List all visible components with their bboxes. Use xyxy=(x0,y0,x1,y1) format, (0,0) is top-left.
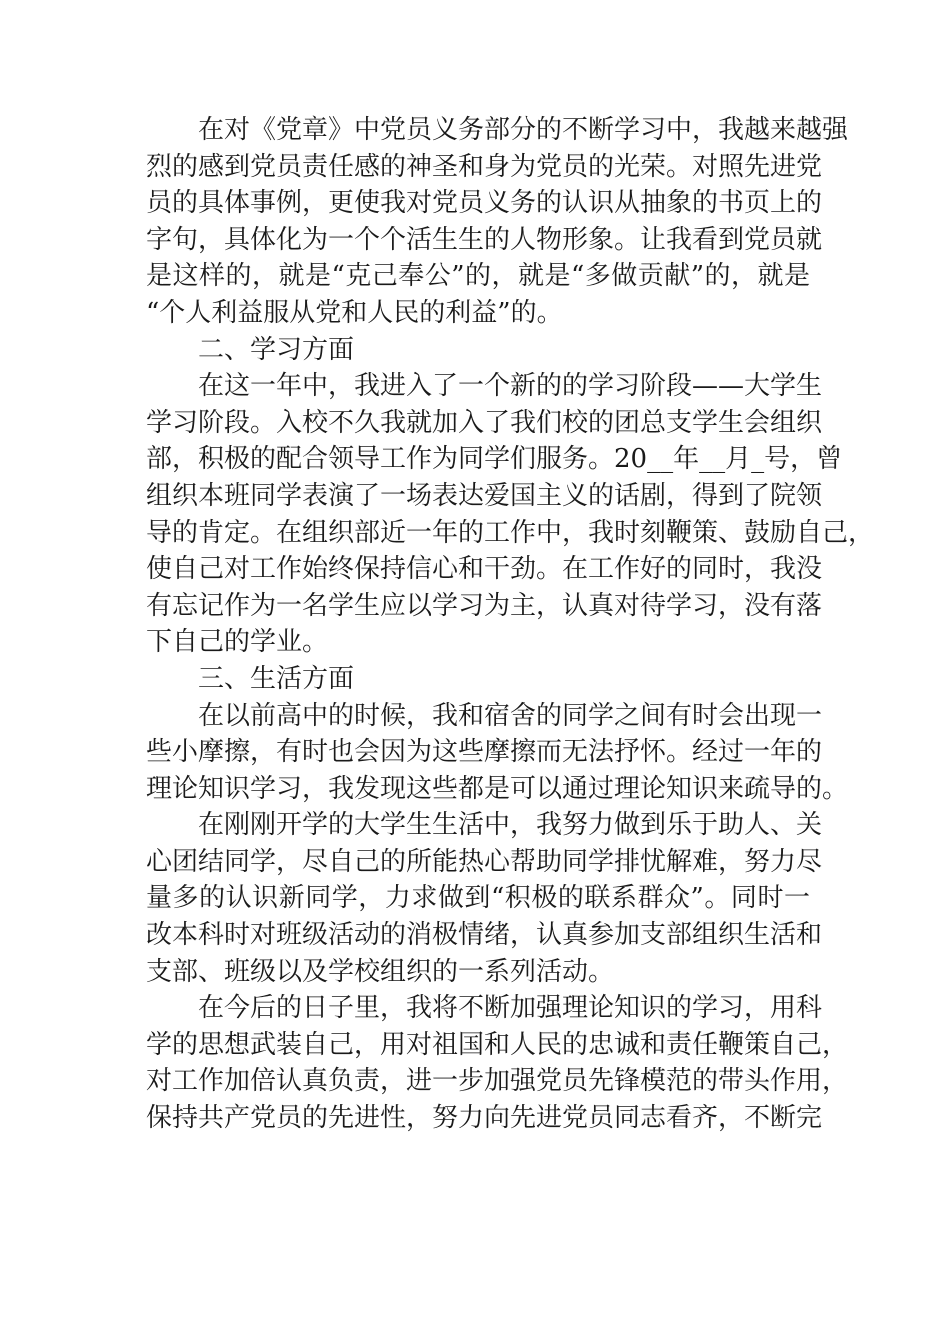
paragraph-future xyxy=(146,990,849,1136)
text-line: 在对《党章》中党员义务部分的不断学习中，我越来越强 xyxy=(198,115,849,145)
text-line: 在今后的日子里，我将不断加强理论知识的学习，用科 xyxy=(198,993,823,1024)
text-line: 学习阶段。入校不久我就加入了我们校的团总支学生会组织 xyxy=(146,407,823,438)
text-line: 在以前高中的时候，我和宿舍的同学之间有时会出现一 xyxy=(198,700,823,731)
text-line: 员的具体事例，更使我对党员义务的认识从抽象的书页上的 xyxy=(146,188,823,219)
text-line: 在刚刚开学的大学生生活中，我努力做到乐于助人、关 xyxy=(198,810,823,841)
section-heading: 三、生活方面 xyxy=(198,663,355,694)
text-line: 在这一年中，我进入了一个新的的学习阶段——大学生 xyxy=(198,371,823,402)
paragraph-party-duty xyxy=(146,112,849,332)
text-line: 是这样的，就是“克己奉公”的，就是“多做贡献”的，就是 xyxy=(146,261,810,292)
text-line: 对工作加倍认真负责，进一步加强党员先锋模范的带头作用， xyxy=(146,1066,849,1097)
text-line: 改本科时对班级活动的消极情绪，认真参加支部组织生活和 xyxy=(146,920,823,951)
text-line: 组织本班同学表演了一场表达爱国主义的话剧，得到了院领 xyxy=(146,480,823,511)
text-line: 部，积极的配合领导工作为同学们服务。20__年__月_号，曾 xyxy=(146,444,843,475)
document-body xyxy=(146,112,875,1137)
text-line: 烈的感到党员责任感的神圣和身为党员的光荣。对照先进党 xyxy=(146,151,823,182)
text-line: 学的思想武装自己，用对祖国和人民的忠诚和责任鞭策自己， xyxy=(146,1029,849,1060)
text-line: 量多的认识新同学，力求做到“积极的联系群众”。同时一 xyxy=(146,883,810,914)
section-heading: 二、学习方面 xyxy=(198,334,355,365)
text-line: 理论知识学习，我发现这些都是可以通过理论知识来疏导的。 xyxy=(146,773,849,804)
text-line: 下自己的学业。 xyxy=(146,627,329,658)
text-line: 支部、班级以及学校组织的一系列活动。 xyxy=(146,956,615,987)
paragraph-life-university xyxy=(146,807,823,990)
text-line: “个人利益服从党和人民的利益”的。 xyxy=(146,297,563,328)
paragraph-life-highschool xyxy=(146,698,849,808)
text-line: 些小摩擦，有时也会因为这些摩擦而无法抒怀。经过一年的 xyxy=(146,737,823,768)
heading-study xyxy=(146,332,810,369)
text-line: 使自己对工作始终保持信心和干劲。在工作好的同时，我没 xyxy=(146,554,823,585)
heading-life xyxy=(146,661,810,698)
text-line: 有忘记作为一名学生应以学习为主，认真对待学习，没有落 xyxy=(146,590,823,621)
paragraph-study xyxy=(146,368,875,661)
text-line: 字句，具体化为一个个活生生的人物形象。让我看到党员就 xyxy=(146,224,823,255)
text-line: 保持共产党员的先进性，努力向先进党员同志看齐，不断完 xyxy=(146,1103,823,1134)
text-line: 导的肯定。在组织部近一年的工作中，我时刻鞭策、鼓励自己， xyxy=(146,517,875,548)
text-line: 心团结同学，尽自己的所能热心帮助同学排忧解难，努力尽 xyxy=(146,846,823,877)
